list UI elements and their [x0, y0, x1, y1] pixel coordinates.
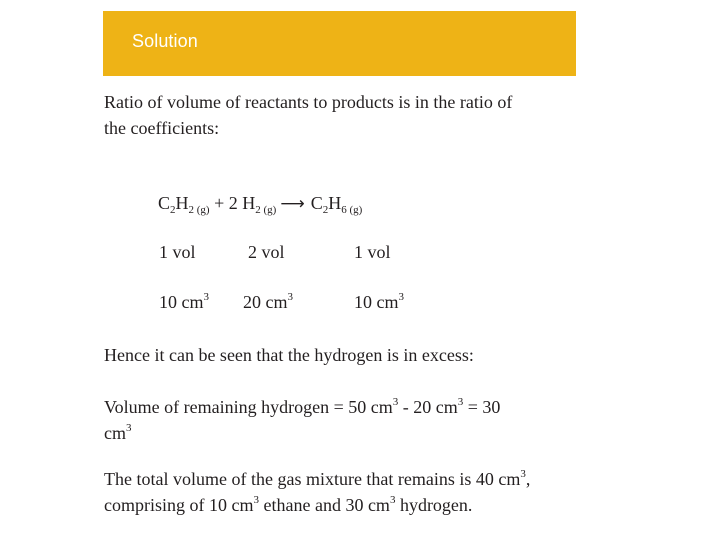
ratio-hydrogen: 2 vol: [248, 242, 285, 262]
volume-ethyne-value: 10 cm: [159, 292, 204, 312]
solution-header-bar: [103, 11, 576, 76]
ethane-h-sub: 6 (g): [341, 204, 363, 216]
ratio-ethane: 1 vol: [354, 242, 391, 262]
excess-statement: Hence it can be seen that the hydrogen is in excess:: [104, 345, 474, 365]
remaining-hydrogen-paragraph: [104, 394, 584, 446]
volume-hydrogen: [243, 292, 293, 313]
total-part-b2: ethane and 30 cm: [258, 495, 390, 515]
total-line-2: [104, 492, 584, 518]
ethyne-h: H: [175, 193, 189, 213]
intro-paragraph: [104, 89, 584, 141]
ratio-ethyne: 1 vol: [159, 242, 196, 262]
intro-line-1: Ratio of volume of reactants to products is in the ratio of: [104, 92, 513, 112]
total-part-b1: comprising of 10 cm: [104, 495, 254, 515]
ethyne-c-sub: 2: [170, 204, 176, 216]
total-line-1: [104, 466, 584, 492]
volume-ethane: [354, 292, 404, 313]
total-part-b3: hydrogen.: [395, 495, 473, 515]
remaining-exp-1: 3: [392, 396, 399, 408]
remaining-line-2: [104, 420, 584, 446]
total-part-a1: The total volume of the gas mixture that remains is 40 cm: [104, 469, 521, 489]
ethane-h: H: [328, 193, 342, 213]
volume-ethane-exp: 3: [398, 291, 404, 303]
remaining-part-1: Volume of remaining hydrogen = 50 cm: [104, 397, 393, 417]
remaining-line-1: [104, 394, 584, 420]
ethane-c: C: [310, 193, 323, 213]
total-part-a2: ,: [525, 469, 531, 489]
volume-hydrogen-exp: 3: [287, 291, 293, 303]
ethyne-h-sub: 2 (g): [188, 204, 210, 216]
volume-ethyne: [159, 292, 209, 313]
hydrogen-reactant: + 2 H: [209, 193, 256, 213]
solution-title: Solution: [132, 31, 198, 51]
total-exp-1: 3: [520, 468, 526, 480]
hydrogen-sub: 2 (g): [255, 204, 277, 216]
intro-line-2: the coefficients:: [104, 118, 220, 138]
total-volume-paragraph: [104, 466, 584, 518]
remaining-exp-2: 3: [457, 396, 464, 408]
chemical-equation: [158, 193, 362, 214]
ethane-c-sub: 2: [322, 204, 329, 216]
total-exp-3: 3: [389, 494, 396, 506]
ethyne-c: C: [158, 193, 171, 213]
total-exp-2: 3: [253, 494, 259, 506]
reaction-arrow-icon: ⟶: [280, 194, 305, 214]
remaining-exp-3: 3: [126, 422, 132, 434]
remaining-part-4: cm: [104, 423, 126, 443]
volume-hydrogen-value: 20 cm: [243, 292, 288, 312]
remaining-part-2: - 20 cm: [398, 397, 458, 417]
remaining-part-3: = 30: [463, 397, 501, 417]
volume-ethane-value: 10 cm: [354, 292, 399, 312]
volume-ethyne-exp: 3: [203, 291, 209, 303]
